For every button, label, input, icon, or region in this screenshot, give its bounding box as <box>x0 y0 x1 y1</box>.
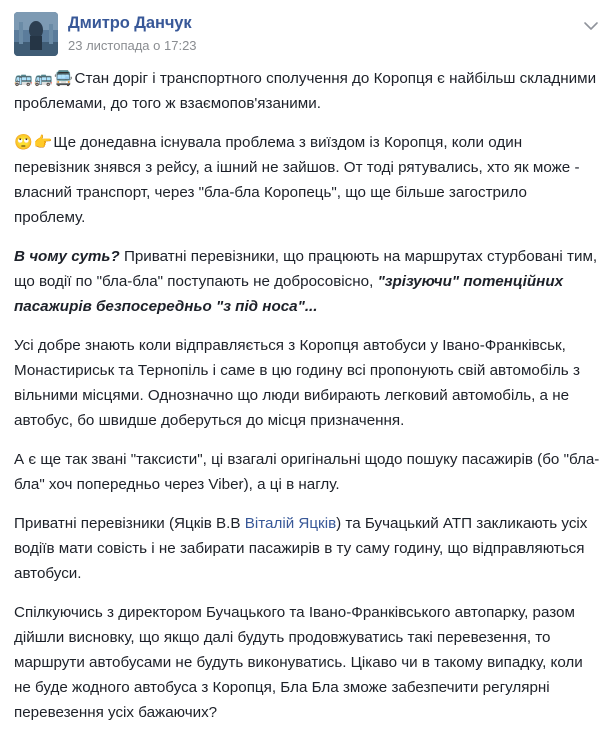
post-paragraph: Спілкуючись з директором Бучацького та Івано-Франківського автопарку, разом дійшли висновку, що якщо далі будуть продовжуватись такі перевезення, то маршрути автобусами не будуть виконуватись. Цікаво чи в такому випадку, коли не буде жодного автобуса з Коропця, Бла Бла зможе забезпечити регулярні перевезення усіх бажаючих? <box>14 604 583 721</box>
post-header <box>0 0 615 62</box>
mention-link[interactable]: Віталій Яцків <box>244 515 337 532</box>
paragraph-text: Приватні перевізники (Яцків В.В <box>14 515 245 532</box>
paragraph-emphasis: "зрізуючи" потенційних пасажирів безпосередньо "з під носа"... <box>14 273 564 315</box>
paragraph-text: Приватні перевізники, що працюють на маршрутах стурбовані тим, що водії по "бла-бла" поступають не добросовісно, <box>14 248 598 290</box>
paragraph-text: Ще донедавна існувала проблема з виїздом із Коропця, коли один перевізник знявся з рейсу, а ішний не зайшов. От тоді рятувались, хто як може - власний транспорт, через "бла-бла Коропець", що ще більше загострило проблему. <box>14 134 580 226</box>
post-paragraph <box>14 66 601 116</box>
post-timestamp[interactable]: 23 листопада о 17:23 <box>68 38 197 53</box>
post-author[interactable]: Дмитро Данчук <box>68 14 192 32</box>
post-meta <box>68 12 601 55</box>
post-paragraph: Усі добре знають коли відправляється з Коропця автобуси у Івано-Франківськ, Монастириськ та Тернопіль і саме в цю годину всі пропонують свій автомобіль з вільними місцями. Однозначно що люди вибирають легковий автомобіль, а не автобус, бо швидше доберуться до місця призначення. <box>14 337 580 429</box>
chevron-down-icon[interactable] <box>581 16 601 36</box>
paragraph-lead: В чому суть? <box>14 248 120 265</box>
avatar[interactable] <box>14 12 58 56</box>
face-point-emoji: 🙄👉 <box>14 134 54 151</box>
post-paragraph: А є ще так звані "таксисти", ці взагалі оригінальні щодо пошуку пасажирів (бо "бла-бла" хоч попередньо через Viber), а ці в наглу. <box>14 451 600 493</box>
post-paragraph <box>14 511 601 586</box>
bus-emoji: 🚌🚌🚍 <box>14 70 75 87</box>
profile-photo-icon <box>14 12 58 56</box>
paragraph-text: Стан доріг і транспортного сполучення до Коропця є найбільш складними проблемами, до того ж взаємопов'язаними. <box>14 70 597 112</box>
post-paragraph <box>14 244 601 319</box>
post-body <box>0 62 615 735</box>
post-paragraph <box>14 130 601 230</box>
paragraph-text: ) та Бучацький АТП закликають усіх водіїв мати совість і не забирати пасажирів в ту саму годину, що відправляються автобуси. <box>14 515 588 582</box>
